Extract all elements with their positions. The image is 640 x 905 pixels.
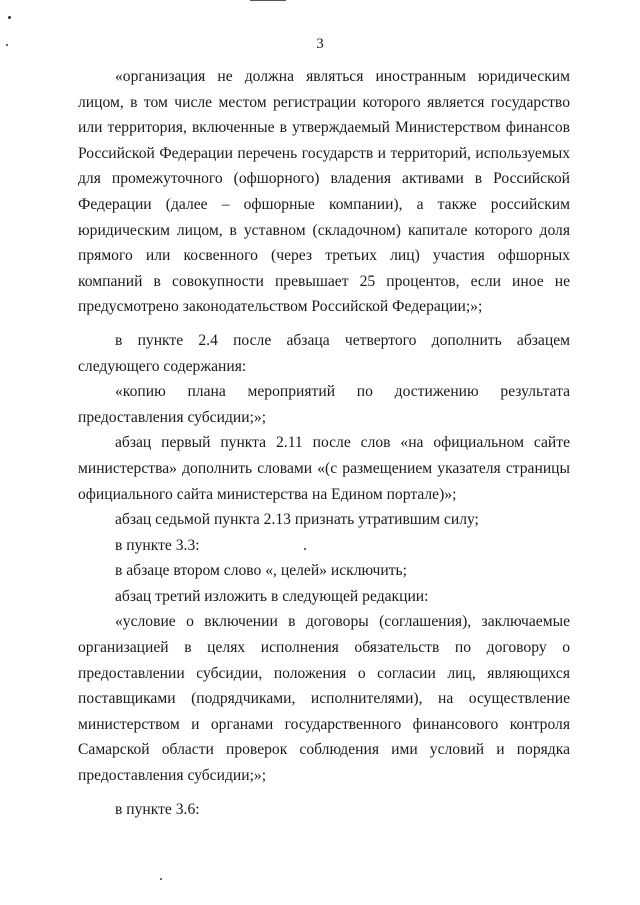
document-body [78, 64, 570, 822]
paragraph-clause-2-11: абзац первый пункта 2.11 после слов «на официальном сайте министерства» дополнить словами «(с размещением указателя страницы официального сайта министерства на Едином портале)»; [78, 434, 570, 503]
scan-artifact-dot [8, 16, 11, 19]
paragraph-offshore-condition: «организация не должна являться иностранным юридическим лицом, в том числе местом регистрации которого является государство или территория, включенные в утверждаемый Министерством финансов Российской Федерации перечень государств и территорий, используемых для промежуточного (офшорного) владения активами в Российской Федерации (далее – офшорные компании), а также российским юридическим лицом, в уставном (складочном) капитале которого доля прямого или косвенного (через третьих лиц) участия офшорных компаний в совокупности превышает 25 процентов, если иное не предусмотрено законодательством Российской Федерации;»; [78, 68, 570, 316]
page-number: 3 [316, 36, 324, 52]
scan-artifact-top [250, 0, 286, 1]
paragraph-third-abzac: абзац третий изложить в следующей редакции: [115, 587, 429, 605]
paragraph-clause-2-4: в пункте 2.4 после абзаца четвертого дополнить абзацем следующего содержания: [78, 331, 570, 375]
paragraph-contract-condition: «условие о включении в договоры (соглашения), заключаемые организацией в целях исполнения обязательств по договору о предоставлении субсидии, положения о согласии лиц, являющихся поставщиками (подрядчиками, исполнителями), на осуществление министерством и органами государственного финансового контроля Самарской области проверок соблюдения ими условий и порядка предоставления субсидии;»; [78, 613, 570, 785]
paragraph-clause-2-13: абзац седьмой пункта 2.13 признать утратившим силу; [115, 511, 479, 529]
paragraph-clause-3-6: в пункте 3.6: [115, 800, 200, 818]
scan-artifact-dot [160, 878, 162, 880]
paragraph-clause-3-3: в пункте 3.3: [115, 536, 200, 554]
paragraph-plan-copy: «копию плана мероприятий по достижению результата предоставления субсидии;»; [78, 383, 570, 426]
paragraph-second-abzac: в абзаце втором слово «, целей» исключить; [115, 562, 407, 580]
